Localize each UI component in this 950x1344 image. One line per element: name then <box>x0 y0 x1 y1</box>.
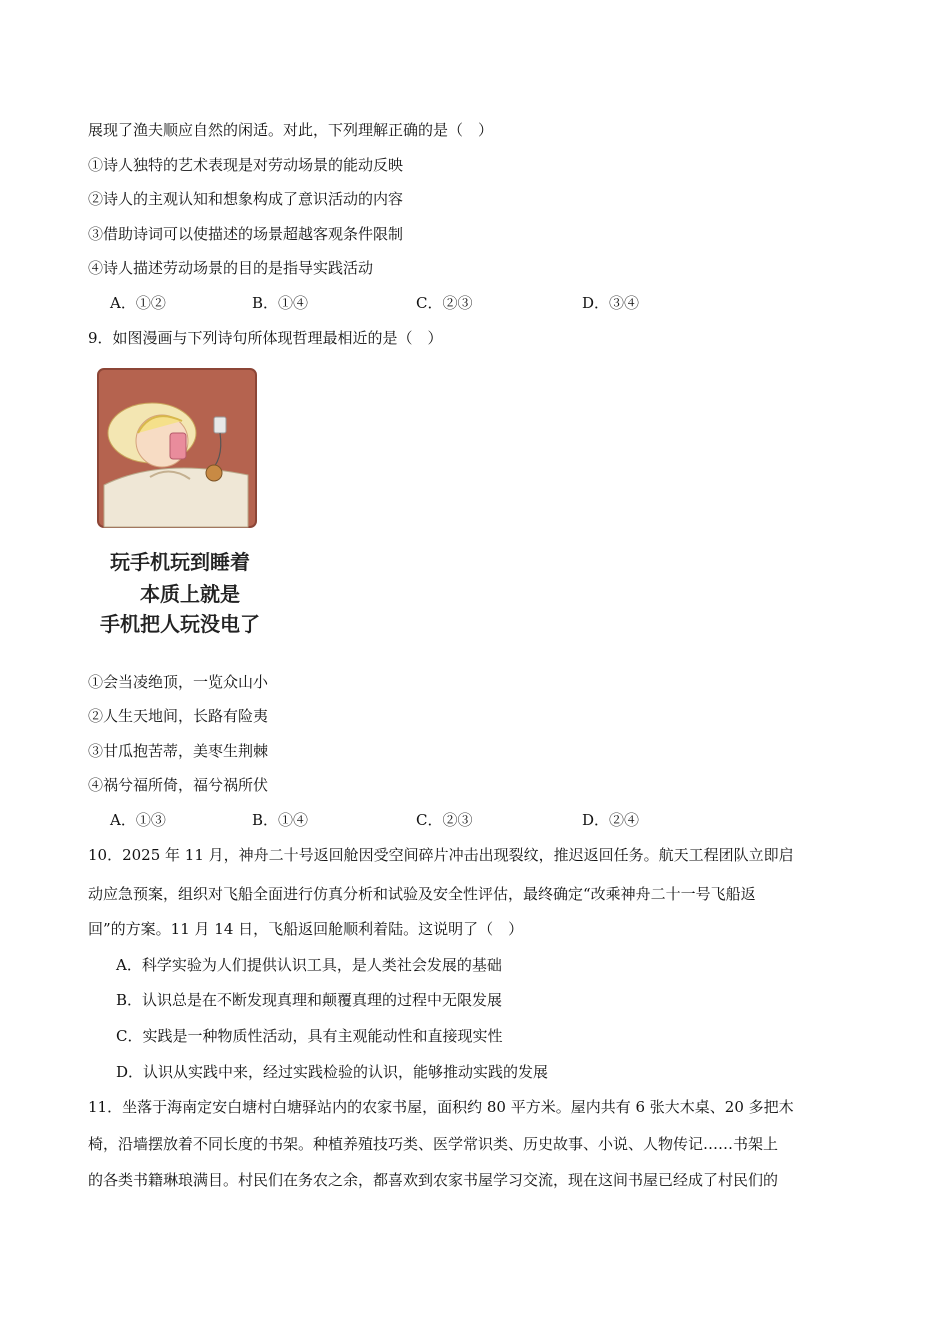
q9-statement-4: ④祸兮福所倚，福兮祸所伏 <box>88 776 269 794</box>
cartoon-image <box>90 365 270 640</box>
q10-option-b[interactable]: B．认识总是在不断发现真理和颠覆真理的过程中无限发展 <box>116 991 503 1009</box>
q8-statement-3: ③借助诗词可以使描述的场景超越客观条件限制 <box>88 225 404 243</box>
q8-statement-2: ②诗人的主观认知和想象构成了意识活动的内容 <box>88 190 404 208</box>
q9-statement-2: ②人生天地间，长路有险夷 <box>88 707 269 725</box>
cartoon-caption-line-2: 本质上就是 <box>140 582 240 606</box>
q8-option-d[interactable]: D．③④ <box>582 294 640 312</box>
q9-options <box>110 810 670 830</box>
q9-option-c[interactable]: C．②③ <box>416 811 473 829</box>
teddy-bear-icon <box>206 465 222 481</box>
q9-stem: 9．如图漫画与下列诗句所体现哲理最相近的是（ ） <box>88 329 443 347</box>
q8-option-a[interactable]: A．①② <box>110 294 166 312</box>
phone-icon <box>170 433 186 459</box>
blanket <box>104 468 248 527</box>
q11-stem-line-1: 11．坐落于海南定安白塘村白塘驿站内的农家书屋，面积约 80 平方米。屋内共有 6 张大木桌、20 多把木 <box>88 1098 794 1116</box>
q8-options <box>110 293 670 313</box>
q9-statement-3: ③甘瓜抱苦蒂，美枣生荆棘 <box>88 742 269 760</box>
q9-option-a[interactable]: A．①③ <box>110 811 166 829</box>
q9-statement-1: ①会当凌绝顶，一览众山小 <box>88 673 269 691</box>
q8-option-c[interactable]: C．②③ <box>416 294 473 312</box>
q10-option-a[interactable]: A．科学实验为人们提供认识工具，是人类社会发展的基础 <box>116 956 502 974</box>
q8-statement-1: ①诗人独特的艺术表现是对劳动场景的能动反映 <box>88 156 404 174</box>
q11-stem-line-3: 的各类书籍琳琅满目。村民们在务农之余，都喜欢到农家书屋学习交流，现在这间书屋已经成了村民们的 <box>88 1171 779 1189</box>
q10-stem-line-2: 动应急预案，组织对飞船全面进行仿真分析和试验及安全性评估，最终确定“改乘神舟二十一号飞船返 <box>88 885 756 903</box>
q10-stem-line-3: 回”的方案。11 月 14 日，飞船返回舱顺利着陆。这说明了（ ） <box>88 920 524 938</box>
q10-option-d[interactable]: D．认识从实践中来，经过实践检验的认识，能够推动实践的发展 <box>116 1063 549 1081</box>
q8-option-b[interactable]: B．①④ <box>252 294 309 312</box>
q9-option-b[interactable]: B．①④ <box>252 811 309 829</box>
cartoon-caption-line-1: 玩手机玩到睡着 <box>110 550 250 574</box>
q11-stem-line-2: 椅，沿墙摆放着不同长度的书架。种植养殖技巧类、医学常识类、历史故事、小说、人物传记……书架上 <box>88 1135 779 1153</box>
q9-option-d[interactable]: D．②④ <box>582 811 640 829</box>
q10-option-c[interactable]: C．实践是一种物质性活动，具有主观能动性和直接现实性 <box>116 1027 503 1045</box>
wall-socket-icon <box>214 417 226 433</box>
q8-statement-4: ④诗人描述劳动场景的目的是指导实践活动 <box>88 259 374 277</box>
q10-stem-line-1: 10．2025 年 11 月，神舟二十号返回舱因受空间碎片冲击出现裂纹，推迟返回任务。航天工程团队立即启 <box>88 846 794 864</box>
cartoon-caption-line-3: 手机把人玩没电了 <box>100 612 260 636</box>
q8-stem-end: 展现了渔夫顺应自然的闲适。对此，下列理解正确的是（ ） <box>88 121 494 139</box>
